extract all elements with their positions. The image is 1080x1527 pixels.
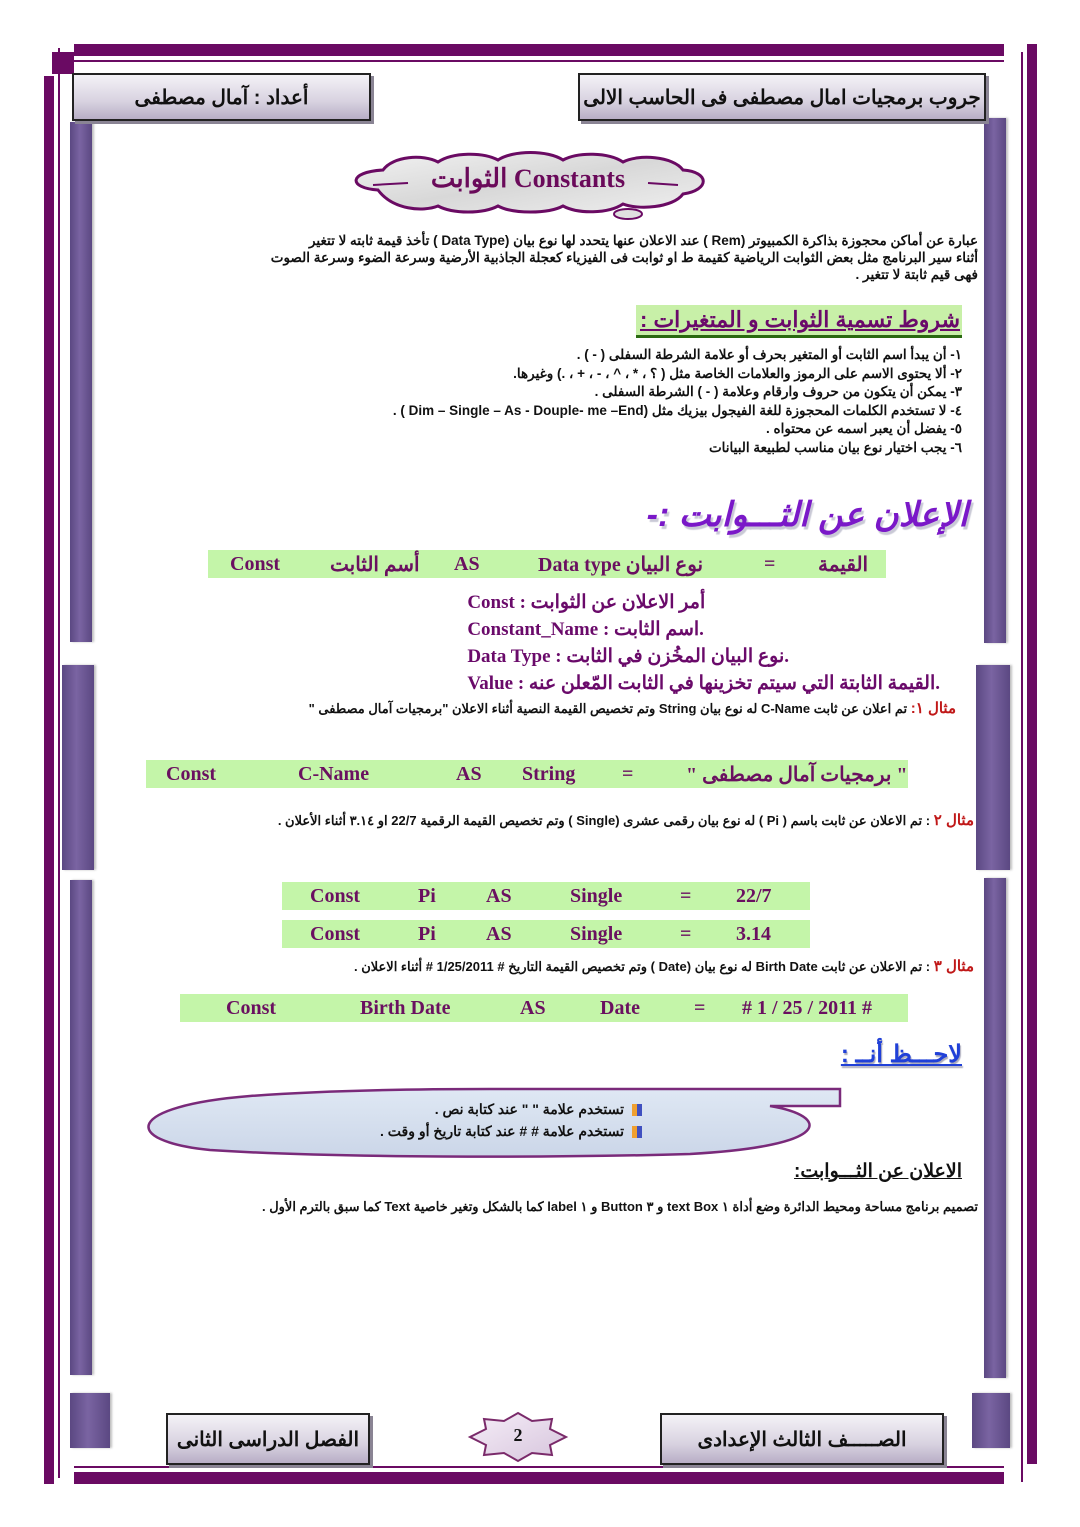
header-group-title: جروب برمجيات امال مصطفى فى الحاسب الالى — [578, 73, 986, 121]
rule-item: ٤- لا تستخدم الكلمات المحجوزة للغة الفيجول بيزيك مثل (Dim – Single – As - Douple- me –End ) . — [392, 402, 962, 418]
frame-bottom-border — [74, 1472, 1004, 1484]
code-token: = — [764, 552, 776, 575]
frame-left-border — [44, 76, 54, 1484]
note-item — [380, 1098, 642, 1120]
intro-line: أثناء سير البرنامج مثل بعض الثوابت الرياضية كقيمة ط او ثوابت فى الفيزياء كعجلة الجاذبية الأرضية وسرعة الضوء وسرعة الصوت — [270, 250, 978, 265]
frame-right-border — [1027, 44, 1037, 1464]
explain-line: Data Type : نوع البيان المخُزن في الثابت. — [467, 646, 790, 667]
rule-item: ٥- يفضل أن يعبر اسمه عن محتواه . — [766, 421, 962, 436]
code-token: = — [694, 996, 706, 1019]
frame-top-border — [74, 44, 1004, 56]
example-label: مثال ٣ — [933, 958, 974, 975]
code-token: String — [522, 762, 576, 785]
code-token: AS — [456, 762, 482, 785]
intro-line: فهى قيم ثابتة لا تتغير . — [855, 267, 978, 282]
code-token: Pi — [418, 922, 436, 945]
code-token: 3.14 — [736, 922, 771, 945]
rules-title: شروط تسمية الثوابت و المتغيرات : — [636, 305, 962, 338]
code-token: Birth Date — [360, 996, 451, 1019]
code-token: Const — [166, 762, 217, 785]
side-bar-left — [70, 880, 92, 1375]
code-token: Single — [570, 922, 623, 945]
code-token: AS — [520, 996, 546, 1019]
page-number-badge — [466, 1411, 570, 1463]
rule-item: ٣- يمكن أن يتكون من حروف وارقام وعلامة ( - ) الشرطة السفلى . — [594, 384, 962, 399]
code-token: القيمة — [818, 553, 869, 576]
declaration2-title: الاعلان عن الثـــوابت: — [794, 1161, 962, 1182]
syntax-explanations — [467, 589, 940, 697]
cloud-title — [338, 150, 718, 220]
page-number: 2 — [513, 1425, 523, 1445]
side-bar-right — [984, 878, 1006, 1378]
note-title: لاحـــظ أنــ : — [840, 1041, 962, 1068]
example-description: : تم الاعلان عن ثابت باسم ( Pi ) له نوع بيان رقمى عشرى (Single ) وتم تخصيص القيمة الرقمية 22/7 او ٣.١٤ أثناء الأعلان . — [277, 813, 931, 828]
code-token: Single — [570, 884, 623, 907]
example-2-code-2 — [282, 920, 810, 948]
code-token: Const — [310, 922, 361, 945]
note-text: تستخدم علامة # # عند كتابة تاريخ أو وقت . — [380, 1123, 625, 1139]
code-token: = — [680, 884, 692, 907]
example-3 — [108, 958, 974, 976]
example-description: : تم الاعلان عن ثابت Birth Date له نوع بيان (Date ) وتم تخصيص القيمة التاريخ # 1/25/2011 # أثناء الاعلان . — [354, 959, 931, 974]
syntax-row — [208, 550, 886, 578]
declaration2-text: تصميم برنامج مساحة ومحيط الدائرة وضع أداة ١ text Box و ٣ Button و ١ label كما بالشكل وتغير خاصية Text كما سبق بالترم الأول . — [261, 1199, 978, 1214]
declaration-title: الإعلان عن الثـــوابت :- — [646, 496, 968, 534]
side-bar-right — [984, 118, 1006, 643]
note-item — [380, 1120, 642, 1142]
example-3-code — [180, 994, 908, 1022]
intro-line: عبارة عن أماكن محجوزة بذاكرة الكمبيوتر (Rem ) عند الاعلان عنها يتحدد لها نوع بيان (Data Type ) تأخذ قيمة ثابته لا تتغير — [308, 233, 978, 248]
explain-line: Value : القيمة الثابتة التي سيتم تخزينها في الثابت المّعلن عنه. — [467, 673, 940, 694]
frame-top-line — [74, 60, 1004, 62]
example-1-code — [146, 760, 908, 788]
frame-right-line — [1021, 52, 1023, 1482]
rule-item: ١- أن يبدأ اسم الثابت أو المتغير بحرف أو علامة الشرطة السفلى ( - ) . — [576, 347, 962, 362]
example-2-code-1 — [282, 882, 810, 910]
code-token: Date — [600, 996, 640, 1019]
explain-line: Const : أمر الاعلان عن الثوابت — [467, 592, 706, 613]
rules-list — [202, 346, 962, 457]
note-text: تستخدم علامة " " عند كتابة نص . — [434, 1101, 625, 1117]
header-author: أعداد : آمال مصطفى — [72, 73, 371, 121]
side-bar-right — [976, 665, 1010, 870]
bullet-icon — [632, 1126, 642, 1138]
bullet-icon — [632, 1104, 642, 1116]
rule-item: ٢- ألا يحتوى الاسم على الرموز والعلامات الخاصة مثل ( ؟ ، * ، ^ ، - ، + ، .) وغيرها. — [513, 365, 962, 381]
code-token: C-Name — [298, 762, 370, 785]
side-bar-right — [972, 1393, 1010, 1448]
example-description: تم اعلان عن ثابت C-Name له نوع بيان String وتم تخصيص القيمة النصية أثناء الاعلان "برمجيات آمال مصطفى " — [308, 701, 908, 716]
code-token: # 1 / 25 / 2011 # — [742, 996, 873, 1019]
page-title: الثوابت Constants — [430, 164, 626, 193]
note-list — [380, 1098, 642, 1142]
example-1 — [108, 700, 956, 718]
code-token: AS — [454, 552, 480, 575]
code-token: Const — [226, 996, 277, 1019]
code-token: Const — [230, 552, 281, 575]
frame-left-line — [58, 48, 60, 1478]
footer-grade: الصـــــف الثالث الإعدادى — [660, 1413, 944, 1465]
footer-semester: الفصل الدراسى الثانى — [166, 1413, 370, 1465]
side-bar-left — [62, 665, 94, 870]
code-token: Pi — [418, 884, 436, 907]
frame-bottom-line — [74, 1466, 1004, 1468]
side-bar-left — [70, 122, 92, 642]
code-token: Const — [310, 884, 361, 907]
example-label: مثال ٢ — [933, 812, 974, 829]
code-token: AS — [486, 922, 512, 945]
side-bar-left — [70, 1393, 110, 1448]
explain-line: Constant_Name : اسم الثابت. — [467, 619, 704, 640]
code-token: = — [622, 762, 634, 785]
example-label: مثال ١: — [910, 700, 956, 717]
code-token: Data type نوع البيان — [538, 553, 704, 576]
code-token: أسم الثابت — [330, 553, 420, 576]
example-2 — [108, 812, 974, 830]
code-token: = — [680, 922, 692, 945]
code-token: AS — [486, 884, 512, 907]
code-token: 22/7 — [736, 884, 772, 907]
frame-corner — [52, 52, 74, 74]
rule-item: ٦- يجب اختيار نوع بيان مناسب لطبيعة البيانات — [708, 439, 962, 455]
intro-paragraph — [108, 232, 978, 283]
code-token: " برمجيات آمال مصطفى " — [686, 763, 908, 786]
